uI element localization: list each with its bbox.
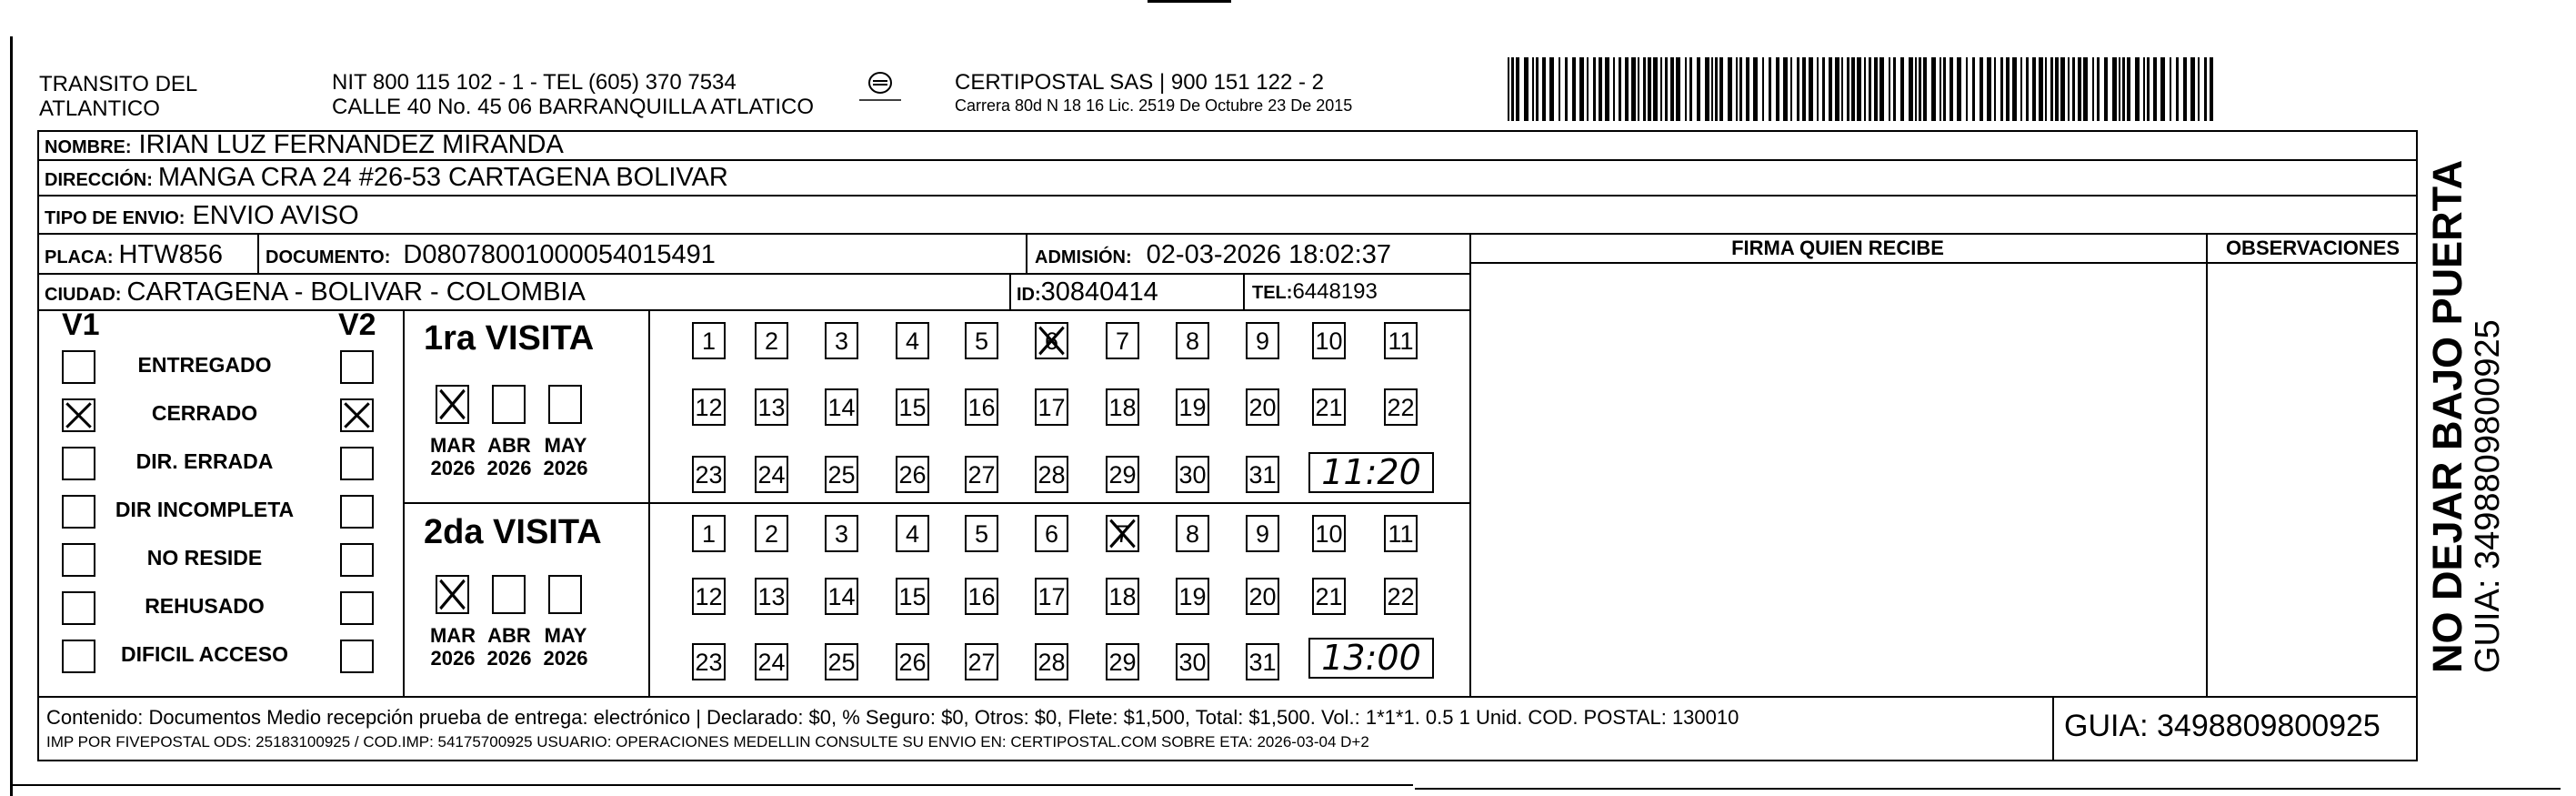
company-license: Carrera 80d N 18 16 Lic. 2519 De Octubre 23 De 2015 — [955, 96, 1353, 115]
first-visit-month-label: MAR 2026 — [429, 434, 476, 479]
day-number: 22 — [1387, 583, 1415, 610]
tel-label: TEL: — [1252, 283, 1293, 303]
org-line-1: TRANSITO DEL — [39, 72, 198, 96]
day-number: 10 — [1315, 327, 1343, 355]
second-visit-day[interactable] — [825, 643, 858, 680]
second-visit-day[interactable] — [692, 578, 726, 615]
second-visit-day[interactable] — [692, 515, 726, 552]
direccion-row — [45, 163, 728, 193]
id-label: ID: — [1017, 285, 1041, 305]
first-visit-day[interactable] — [692, 456, 726, 493]
second-visit-day[interactable] — [1312, 578, 1346, 615]
day-number: 27 — [967, 649, 996, 676]
day-number: 25 — [827, 461, 856, 489]
second-visit-day[interactable] — [896, 578, 929, 615]
top-crop-line — [1148, 0, 1231, 3]
placa-value: HTW856 — [118, 240, 223, 269]
day-number: 17 — [1037, 394, 1066, 421]
day-number: 31 — [1248, 649, 1277, 676]
day-number: 22 — [1387, 394, 1415, 421]
direccion-label: DIRECCIÓN: — [45, 170, 153, 190]
side-guia-text: GUIA: 3498809800925 — [2469, 319, 2507, 673]
second-visit-day[interactable] — [896, 515, 929, 552]
second-visit-day[interactable] — [755, 578, 788, 615]
footer-contenido: Contenido: Documentos Medio recepción prueba de entrega: electrónico | Declarado: $0, % Seguro: $0, Otros: $0, Flete: $1,500, Total: $1,500. Vol.: 1*1*1. 0.5 1 Unid. COD. POSTAL: 130010 — [46, 706, 1739, 729]
status-checkbox-v1[interactable] — [62, 495, 95, 529]
day-number: 13 — [757, 394, 786, 421]
certipostal-logo — [857, 71, 903, 107]
first-visit-day[interactable] — [1106, 456, 1139, 493]
day-number: 5 — [974, 327, 989, 355]
second-visit-day[interactable] — [1035, 643, 1068, 680]
status-checkbox-v1[interactable] — [62, 640, 95, 673]
first-visit-day[interactable] — [825, 388, 858, 426]
day-number: 7 — [1115, 520, 1130, 548]
admision-cell — [1035, 240, 1391, 270]
day-number: 27 — [967, 461, 996, 489]
first-visit-day[interactable] — [1246, 456, 1279, 493]
first-visit-month-checkbox[interactable] — [492, 385, 526, 424]
second-visit-day[interactable] — [1312, 515, 1346, 552]
tipo-row — [45, 201, 359, 231]
divider-id — [1009, 273, 1011, 309]
status-label: NO RESIDE — [146, 546, 263, 569]
first-visit-day[interactable] — [896, 388, 929, 426]
first-visit-month-checkbox[interactable] — [548, 385, 582, 424]
id-value: 30840414 — [1040, 277, 1158, 307]
org-name — [39, 72, 197, 121]
day-number: 21 — [1315, 394, 1343, 421]
second-visit-month-label: ABR 2026 — [486, 624, 532, 670]
day-number: 18 — [1108, 583, 1137, 610]
day-number: 18 — [1108, 394, 1137, 421]
second-visit-day[interactable] — [692, 643, 726, 680]
nombre-label: NOMBRE: — [45, 137, 132, 157]
documento-value: D08078001000054015491 — [403, 240, 716, 269]
first-visit-day[interactable] — [965, 388, 998, 426]
first-visit-day[interactable] — [1035, 456, 1068, 493]
second-visit-month-label: MAR 2026 — [429, 624, 476, 670]
second-visit-day[interactable] — [1384, 515, 1418, 552]
first-visit-day[interactable] — [1176, 388, 1209, 426]
status-checkbox-v1[interactable] — [62, 447, 95, 480]
day-number: 11 — [1388, 520, 1414, 548]
first-visit-day[interactable] — [755, 322, 788, 359]
day-number: 3 — [834, 327, 849, 355]
status-label: DIR INCOMPLETA — [115, 498, 295, 521]
second-visit-day[interactable] — [965, 578, 998, 615]
id-cell — [1017, 277, 1158, 307]
first-visit-day[interactable] — [965, 322, 998, 359]
status-checkbox-v1[interactable] — [62, 350, 95, 384]
status-checkbox-v2[interactable] — [340, 591, 374, 625]
second-visit-month-checkbox[interactable] — [492, 575, 526, 614]
side-warning — [2426, 160, 2506, 673]
day-number: 15 — [898, 394, 927, 421]
first-visit-title: 1ra VISITA — [424, 319, 595, 358]
second-visit-day[interactable] — [965, 643, 998, 680]
second-visit-day[interactable] — [965, 515, 998, 552]
day-number: 6 — [1044, 327, 1059, 355]
org-line-2: ATLANTICO — [39, 96, 160, 121]
second-visit-day[interactable] — [755, 515, 788, 552]
second-visit-time[interactable]: 13:00 — [1308, 638, 1434, 679]
v2-label: V2 — [338, 307, 376, 342]
org-contact — [332, 70, 814, 119]
first-visit-day[interactable] — [755, 456, 788, 493]
day-number: 14 — [827, 394, 856, 421]
day-number: 16 — [967, 394, 996, 421]
direccion-value: MANGA CRA 24 #26-53 CARTAGENA BOLIVAR — [157, 163, 728, 192]
first-visit-month-label: MAY 2026 — [543, 434, 588, 479]
day-number: 12 — [695, 583, 723, 610]
day-number: 24 — [757, 461, 786, 489]
no-dejar-text: NO DEJAR BAJO PUERTA — [2424, 159, 2471, 673]
divider-admision — [1026, 233, 1027, 273]
day-number: 14 — [827, 583, 856, 610]
org-nit: NIT 800 115 102 - 1 - TEL (605) 370 7534 — [332, 70, 737, 95]
nombre-value: IRIAN LUZ FERNANDEZ MIRANDA — [138, 130, 564, 159]
line-placa — [37, 273, 1471, 275]
line-tipo — [37, 233, 2418, 235]
status-checkbox-v2[interactable] — [340, 495, 374, 529]
divider-left-panel — [1469, 233, 1471, 698]
tipo-value: ENVIO AVISO — [192, 201, 359, 230]
first-visit-day[interactable] — [825, 456, 858, 493]
day-number: 8 — [1185, 327, 1200, 355]
nombre-row — [45, 130, 564, 160]
day-number: 30 — [1178, 461, 1207, 489]
day-number: 4 — [905, 327, 920, 355]
admision-value: 02-03-2026 18:02:37 — [1146, 240, 1391, 269]
second-visit-day[interactable] — [1384, 578, 1418, 615]
day-number: 20 — [1248, 583, 1277, 610]
status-label: CERRADO — [151, 401, 258, 425]
footer-imp: IMP POR FIVEPOSTAL ODS: 25183100925 / COD.IMP: 54175700925 USUARIO: OPERACIONES MEDELLIN CONSULTE SU ENVIO EN: CERTIPOSTAL.COM SOBRE ETA: 2026-03-04 D+2 — [46, 733, 1369, 751]
second-visit-month-label: MAY 2026 — [543, 624, 588, 670]
second-visit-day[interactable] — [1106, 578, 1139, 615]
day-number: 23 — [695, 461, 723, 489]
firma-header: FIRMA QUIEN RECIBE — [1731, 237, 1944, 259]
day-number: 11 — [1388, 327, 1414, 355]
left-edge-line — [10, 36, 13, 796]
company-info — [955, 70, 1352, 116]
second-visit-day[interactable] — [825, 578, 858, 615]
day-number: 25 — [827, 649, 856, 676]
day-x-mark — [1037, 324, 1067, 358]
first-visit-day[interactable] — [965, 456, 998, 493]
status-checkbox-v1[interactable] — [62, 543, 95, 577]
placa-cell — [45, 240, 223, 270]
tipo-label: TIPO DE ENVIO: — [45, 208, 185, 228]
day-number: 9 — [1255, 520, 1270, 548]
day-number: 3 — [834, 520, 849, 548]
divider-guia-footer — [2052, 698, 2054, 761]
day-number: 31 — [1248, 461, 1277, 489]
day-x-mark — [1108, 517, 1138, 550]
second-visit-day[interactable] — [1176, 515, 1209, 552]
second-visit-day[interactable] — [825, 515, 858, 552]
day-number: 30 — [1178, 649, 1207, 676]
first-visit-day[interactable] — [755, 388, 788, 426]
first-visit-day[interactable] — [825, 322, 858, 359]
second-visit-day[interactable] — [1246, 515, 1279, 552]
footer-guia: GUIA: 3498809800925 — [2064, 709, 2381, 743]
day-number: 7 — [1115, 327, 1130, 355]
status-label: DIFICIL ACCESO — [120, 642, 288, 666]
barcode — [1508, 57, 2217, 121]
second-visit-day[interactable] — [896, 643, 929, 680]
day-number: 28 — [1037, 461, 1066, 489]
bottom-edge-line-right — [1415, 788, 2561, 790]
second-visit-day[interactable] — [1035, 578, 1068, 615]
first-visit-time[interactable]: 11:20 — [1308, 452, 1434, 493]
first-visit-day[interactable] — [692, 388, 726, 426]
day-number: 29 — [1108, 649, 1137, 676]
ciudad-cell — [45, 277, 586, 307]
first-visit-day[interactable] — [1035, 388, 1068, 426]
day-number: 21 — [1315, 583, 1343, 610]
bottom-edge-line — [13, 784, 1413, 786]
day-number: 4 — [905, 520, 920, 548]
status-checkbox-v2[interactable] — [340, 350, 374, 384]
second-visit-day[interactable] — [1106, 643, 1139, 680]
first-visit-day[interactable] — [896, 456, 929, 493]
day-number: 26 — [898, 649, 927, 676]
day-number: 23 — [695, 649, 723, 676]
second-visit-day[interactable] — [1035, 515, 1068, 552]
first-visit-day[interactable] — [1384, 322, 1418, 359]
day-number: 29 — [1108, 461, 1137, 489]
line-column-headers — [1469, 262, 2418, 264]
second-visit-day[interactable] — [1246, 643, 1279, 680]
org-address: CALLE 40 No. 45 06 BARRANQUILLA ATLATICO — [332, 95, 815, 119]
day-number: 13 — [757, 583, 786, 610]
firma-area[interactable] — [1473, 266, 2204, 693]
status-checkbox-v2[interactable] — [340, 640, 374, 673]
documento-label: DOCUMENTO: — [266, 247, 391, 267]
line-direccion — [37, 195, 2418, 196]
first-visit-day[interactable] — [1246, 388, 1279, 426]
day-number: 17 — [1037, 583, 1066, 610]
first-visit-day[interactable] — [1384, 388, 1418, 426]
first-visit-month-checkbox[interactable] — [436, 385, 469, 424]
day-number: 2 — [764, 327, 779, 355]
admision-label: ADMISIÓN: — [1035, 247, 1132, 267]
divider-tel — [1243, 273, 1245, 309]
first-visit-day[interactable] — [1176, 456, 1209, 493]
status-checkbox-v1[interactable] — [62, 591, 95, 625]
second-visit-month-checkbox[interactable] — [548, 575, 582, 614]
day-number: 6 — [1044, 520, 1059, 548]
day-number: 2 — [764, 520, 779, 548]
day-number: 24 — [757, 649, 786, 676]
observaciones-header: OBSERVACIONES — [2225, 237, 2401, 259]
placa-label: PLACA: — [45, 247, 114, 267]
day-number: 19 — [1178, 394, 1207, 421]
ciudad-value: CARTAGENA - BOLIVAR - COLOMBIA — [126, 277, 586, 307]
status-checkbox-v2[interactable] — [340, 398, 374, 432]
status-label: ENTREGADO — [137, 353, 272, 377]
status-checkbox-v2[interactable] — [340, 447, 374, 480]
day-number: 5 — [974, 520, 989, 548]
first-visit-day[interactable] — [1035, 322, 1068, 359]
company-name: CERTIPOSTAL SAS | 900 151 122 - 2 — [955, 70, 1324, 95]
line-footer — [37, 696, 2418, 698]
second-visit-day[interactable] — [1176, 578, 1209, 615]
day-number: 12 — [695, 394, 723, 421]
documento-cell — [266, 240, 716, 270]
v1-label: V1 — [62, 307, 100, 342]
second-visit-day[interactable] — [755, 643, 788, 680]
status-checkbox-v2[interactable] — [340, 543, 374, 577]
status-label: DIR. ERRADA — [135, 449, 274, 473]
day-number: 8 — [1185, 520, 1200, 548]
second-visit-day[interactable] — [1246, 578, 1279, 615]
day-number: 26 — [898, 461, 927, 489]
first-visit-month-label: ABR 2026 — [486, 434, 532, 479]
first-visit-day[interactable] — [1106, 322, 1139, 359]
day-number: 1 — [701, 520, 717, 548]
first-visit-day[interactable] — [1312, 322, 1346, 359]
day-number: 28 — [1037, 649, 1066, 676]
first-visit-day[interactable] — [1246, 322, 1279, 359]
tel-cell — [1252, 279, 1378, 305]
day-number: 19 — [1178, 583, 1207, 610]
line-ciudad — [37, 309, 1471, 311]
line-visit-split — [403, 502, 1471, 504]
day-number: 20 — [1248, 394, 1277, 421]
first-visit-day[interactable] — [1312, 388, 1346, 426]
status-checkbox-v1[interactable] — [62, 398, 95, 432]
day-number: 15 — [898, 583, 927, 610]
divider-observaciones — [2206, 233, 2208, 698]
first-visit-day[interactable] — [1106, 388, 1139, 426]
day-number: 16 — [967, 583, 996, 610]
second-visit-day[interactable] — [1176, 643, 1209, 680]
day-number: 9 — [1255, 327, 1270, 355]
status-label: REHUSADO — [145, 594, 265, 618]
second-visit-title: 2da VISITA — [424, 513, 602, 551]
ciudad-label: CIUDAD: — [45, 285, 122, 305]
divider-placa — [257, 233, 259, 273]
second-visit-month-checkbox[interactable] — [436, 575, 469, 614]
first-visit-day[interactable] — [692, 322, 726, 359]
first-visit-day[interactable] — [896, 322, 929, 359]
day-number: 1 — [701, 327, 717, 355]
day-number: 10 — [1315, 520, 1343, 548]
first-visit-day[interactable] — [1176, 322, 1209, 359]
observaciones-area[interactable] — [2210, 266, 2416, 693]
tel-value: 6448193 — [1292, 279, 1378, 304]
second-visit-day[interactable] — [1106, 515, 1139, 552]
